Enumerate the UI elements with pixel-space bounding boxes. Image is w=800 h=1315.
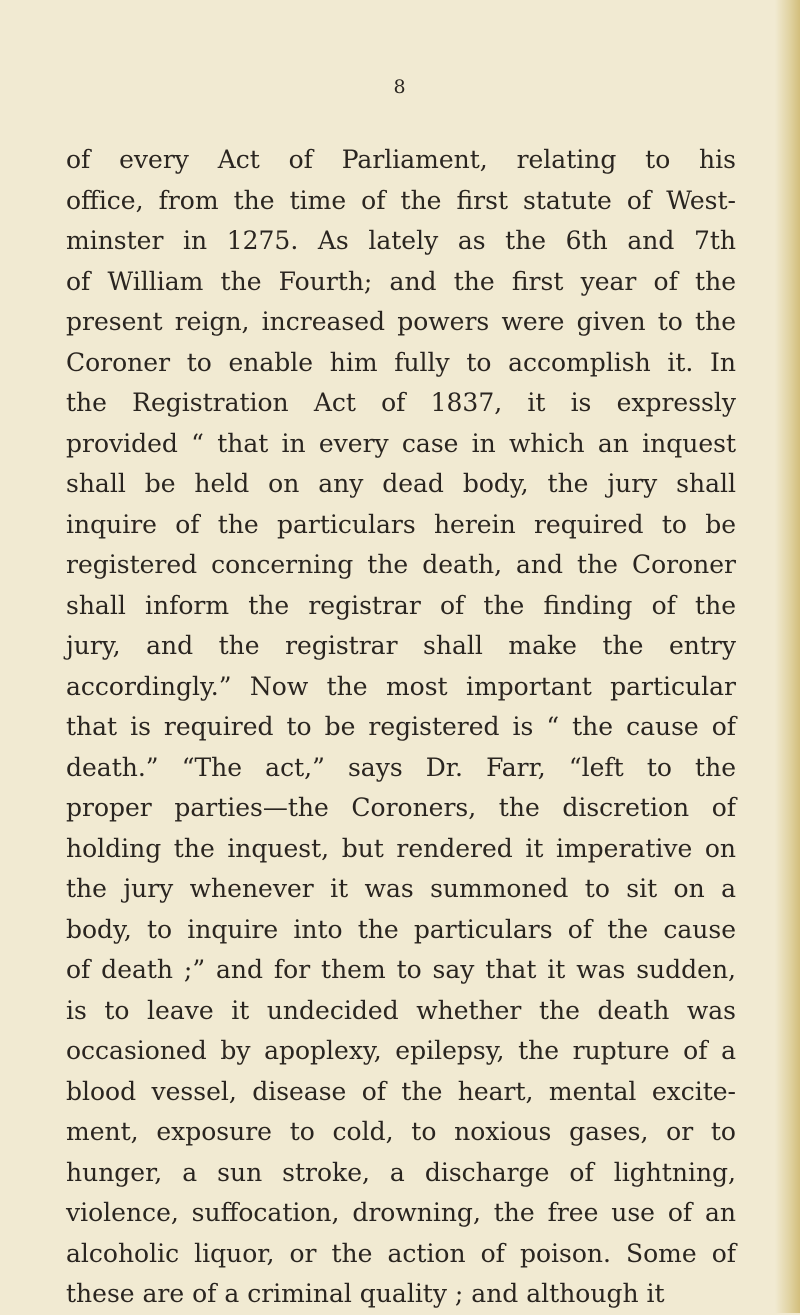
text-line: of every Act of Parliament, relating to his bbox=[66, 145, 736, 174]
body-text bbox=[66, 140, 736, 1315]
text-line: inquire of the particulars herein required to be bbox=[66, 509, 736, 539]
text-line: is to leave it undecided whether the death was bbox=[66, 995, 736, 1025]
text-line: provided “ that in every case in which an inquest bbox=[66, 428, 736, 458]
text-line: death.” “The act,” says Dr. Farr, “left to the bbox=[66, 752, 736, 782]
text-line: minster in 1275. As lately as the 6th and 7th bbox=[66, 226, 736, 255]
text-line: jury, and the registrar shall make the entry bbox=[66, 631, 736, 660]
text-line: shall inform the registrar of the finding of the bbox=[66, 590, 736, 620]
text-line: hunger, a sun stroke, a discharge of lightning, bbox=[66, 1157, 736, 1187]
text-line: holding the inquest, but rendered it imperative on bbox=[66, 833, 736, 863]
text-line: accordingly.” Now the most important particular bbox=[66, 671, 736, 701]
text-line: the jury whenever it was summoned to sit on a bbox=[66, 874, 736, 903]
text-line: violence, suffocation, drowning, the free use of an bbox=[66, 1198, 736, 1227]
text-line: the Registration Act of 1837, it is expressly bbox=[66, 388, 736, 417]
text-line: ment, exposure to cold, to noxious gases, or to bbox=[66, 1117, 736, 1146]
text-line: shall be held on any dead body, the jury shall bbox=[66, 469, 736, 498]
text-line: of death ;” and for them to say that it was sudden, bbox=[66, 955, 736, 984]
text-line: Coroner to enable him fully to accomplish it. In bbox=[66, 347, 736, 377]
text-line: of William the Fourth; and the first year of the bbox=[66, 266, 736, 296]
text-line: blood vessel, disease of the heart, mental excite- bbox=[66, 1076, 736, 1106]
text-line: registered concerning the death, and the Coroner bbox=[66, 550, 736, 579]
text-line: that is required to be registered is “ the cause of bbox=[66, 712, 736, 741]
text-line: present reign, increased powers were given to the bbox=[66, 307, 736, 336]
text-line: proper parties—the Coroners, the discretion of bbox=[66, 793, 736, 822]
text-line: office, from the time of the first statute of West- bbox=[66, 185, 736, 215]
text-line: these are of a criminal quality ; and although it bbox=[66, 1279, 665, 1308]
text-line: occasioned by apoplexy, epilepsy, the rupture of a bbox=[66, 1036, 736, 1065]
page-number: 8 bbox=[393, 76, 407, 98]
text-line: alcoholic liquor, or the action of poison. Some of bbox=[66, 1238, 736, 1268]
text-line: body, to inquire into the particulars of the cause bbox=[66, 914, 736, 944]
